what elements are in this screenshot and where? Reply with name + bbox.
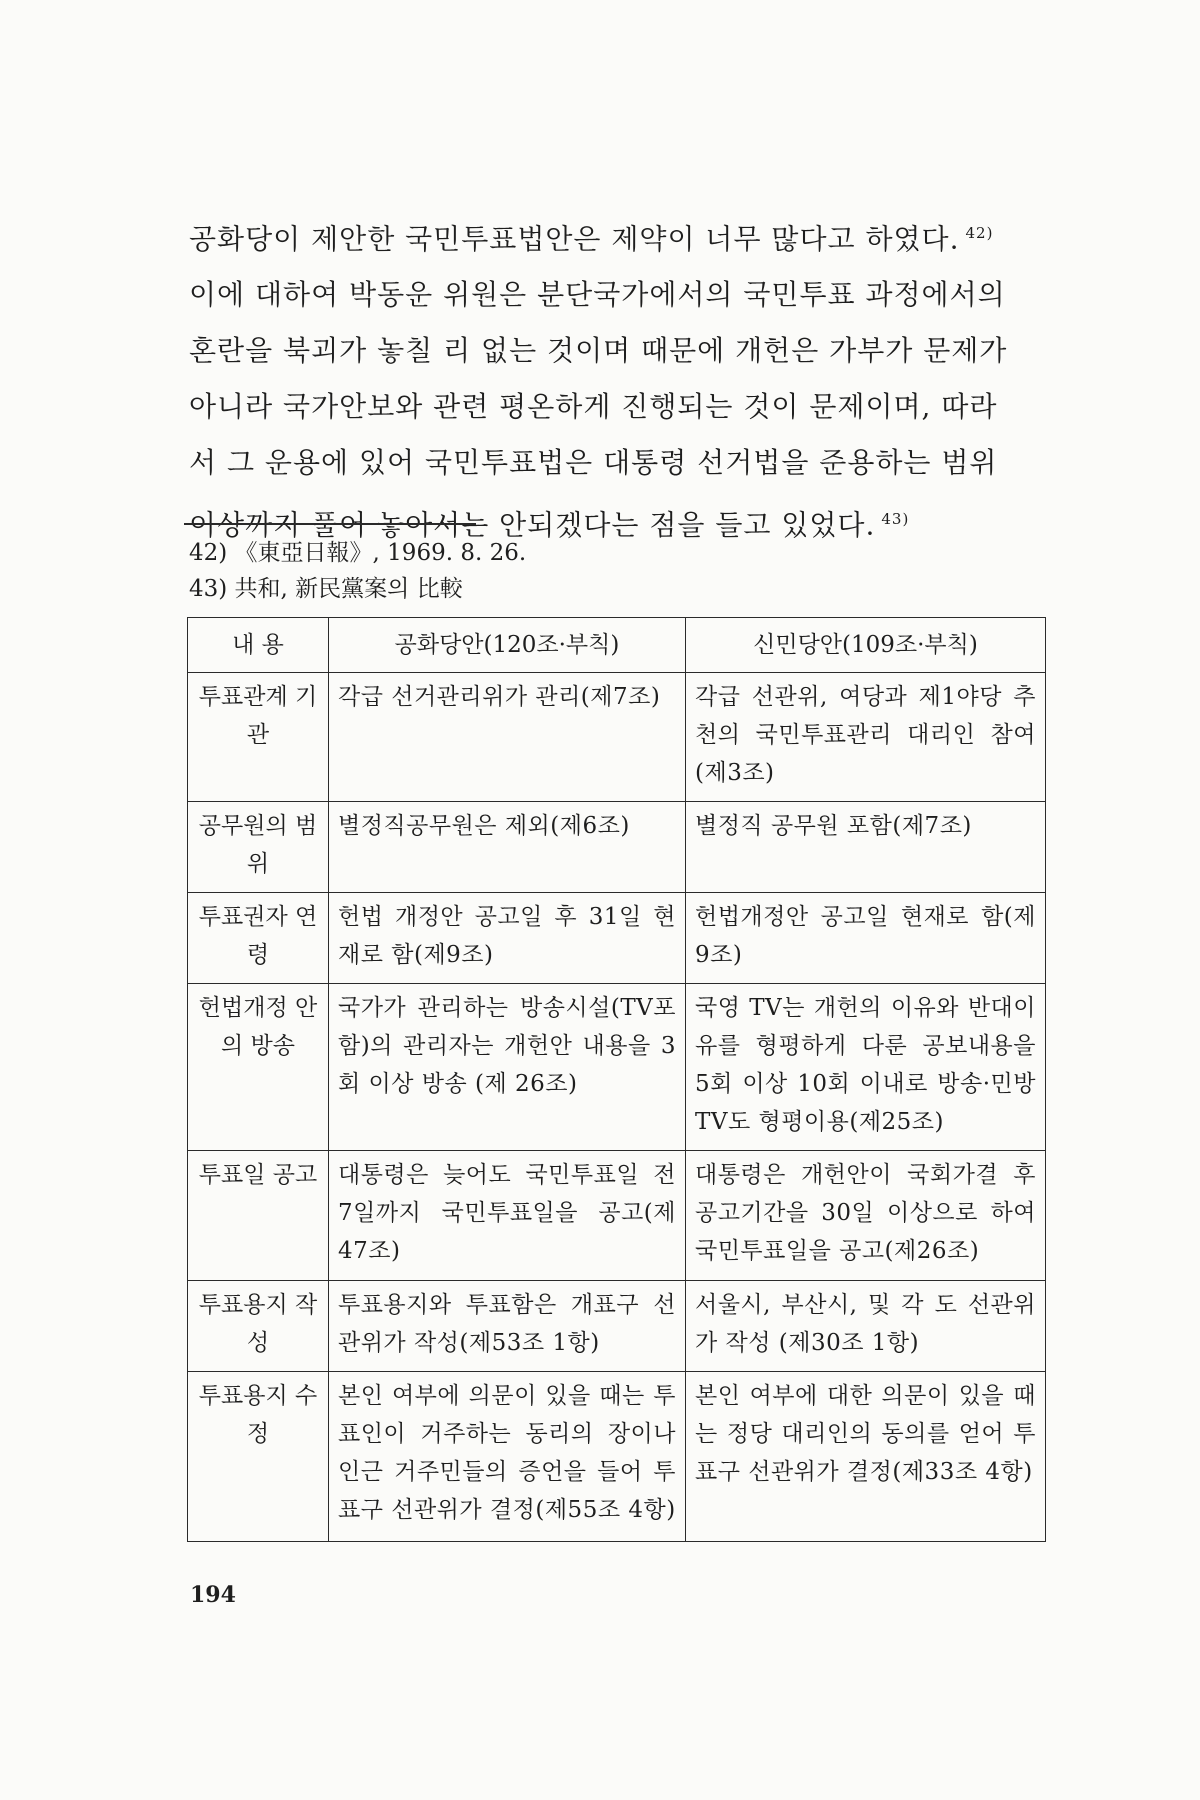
comparison-table bbox=[187, 617, 1046, 1542]
sinmin-cell: 본인 여부에 대한 의문이 있을 때는 정당 대리인의 동의를 얻어 투표구 선관위가 결정(제33조 4항) bbox=[686, 1372, 1046, 1542]
table-header-row bbox=[188, 618, 1046, 673]
table-row bbox=[188, 802, 1046, 893]
body-line-3: 혼란을 북괴가 놓칠 리 없는 것이며 때문에 개헌은 가부가 문제가 bbox=[189, 334, 1008, 368]
table-row bbox=[188, 1372, 1046, 1542]
header-kongwha: 공화당안(120조·부칙) bbox=[329, 618, 686, 673]
kongwha-cell: 헌법 개정안 공고일 후 31일 현재로 함(제9조) bbox=[329, 893, 686, 984]
page-number: 194 bbox=[190, 1582, 236, 1608]
body-line-6: 이상까지 풀어 놓아서는 안되겠다는 점을 들고 있었다. $^{43)}$ bbox=[189, 508, 910, 542]
kongwha-cell: 대통령은 늦어도 국민투표일 전 7일까지 국민투표일을 공고(제47조) bbox=[329, 1151, 686, 1281]
header-sinmin: 신민당안(109조·부칙) bbox=[686, 618, 1046, 673]
sinmin-cell: 대통령은 개헌안이 국회가결 후 공고기간을 30일 이상으로 하여 국민투표일을 공고(제26조) bbox=[686, 1151, 1046, 1281]
sinmin-cell: 각급 선관위, 여당과 제1야당 추천의 국민투표관리 대리인 참여(제3조) bbox=[686, 673, 1046, 802]
table-row bbox=[188, 1151, 1046, 1281]
header-content: 내 용 bbox=[188, 618, 329, 673]
kongwha-cell: 각급 선거관리위가 관리(제7조) bbox=[329, 673, 686, 802]
table-row bbox=[188, 673, 1046, 802]
footnote-43: 43) 共和, 新民黨案의 比較 bbox=[189, 576, 463, 602]
row-item: 투표권자 연령 bbox=[188, 893, 329, 984]
sinmin-cell: 별정직 공무원 포함(제7조) bbox=[686, 802, 1046, 893]
footnote-ref-43: 43) bbox=[881, 510, 910, 529]
kongwha-cell: 별정직공무원은 제외(제6조) bbox=[329, 802, 686, 893]
table-row bbox=[188, 1281, 1046, 1372]
footnote-divider bbox=[184, 523, 476, 525]
row-item: 투표일 공고 bbox=[188, 1151, 329, 1281]
sinmin-cell: 국영 TV는 개헌의 이유와 반대이유를 형평하게 다룬 공보내용을 5회 이상 10회 이내로 방송·민방TV도 형평이용(제25조) bbox=[686, 984, 1046, 1151]
body-line-4: 아니라 국가안보와 관련 평온하게 진행되는 것이 문제이며, 따라 bbox=[189, 390, 998, 424]
row-item: 투표관계 기관 bbox=[188, 673, 329, 802]
row-item: 투표용지 수정 bbox=[188, 1372, 329, 1542]
row-item: 공무원의 범위 bbox=[188, 802, 329, 893]
body-paragraph bbox=[189, 205, 1049, 554]
row-item: 헌법개정 안의 방송 bbox=[188, 984, 329, 1151]
kongwha-cell: 국가가 관리하는 방송시설(TV포함)의 관리자는 개헌안 내용을 3회 이상 방송 (제 26조) bbox=[329, 984, 686, 1151]
body-line-1: 공화당이 제안한 국민투표법안은 제약이 너무 많다고 하였다. $^{42)}$ bbox=[189, 222, 994, 256]
table-row bbox=[188, 893, 1046, 984]
sinmin-cell: 헌법개정안 공고일 현재로 함(제9조) bbox=[686, 893, 1046, 984]
sinmin-cell: 서울시, 부산시, 및 각 도 선관위가 작성 (제30조 1항) bbox=[686, 1281, 1046, 1372]
footnote-ref-42: 42) bbox=[965, 224, 994, 242]
body-line-2: 이에 대하여 박동운 위원은 분단국가에서의 국민투표 과정에서의 bbox=[189, 278, 1006, 312]
row-item: 투표용지 작성 bbox=[188, 1281, 329, 1372]
footnote-42: 42) 《東亞日報》, 1969. 8. 26. bbox=[189, 540, 527, 566]
body-line-5: 서 그 운용에 있어 국민투표법은 대통령 선거법을 준용하는 범위 bbox=[189, 446, 998, 480]
table-row bbox=[188, 984, 1046, 1151]
kongwha-cell: 본인 여부에 의문이 있을 때는 투표인이 거주하는 동리의 장이나 인근 거주민들의 증언을 들어 투표구 선관위가 결정(제55조 4항) bbox=[329, 1372, 686, 1542]
footnotes bbox=[189, 535, 526, 607]
kongwha-cell: 투표용지와 투표함은 개표구 선관위가 작성(제53조 1항) bbox=[329, 1281, 686, 1372]
